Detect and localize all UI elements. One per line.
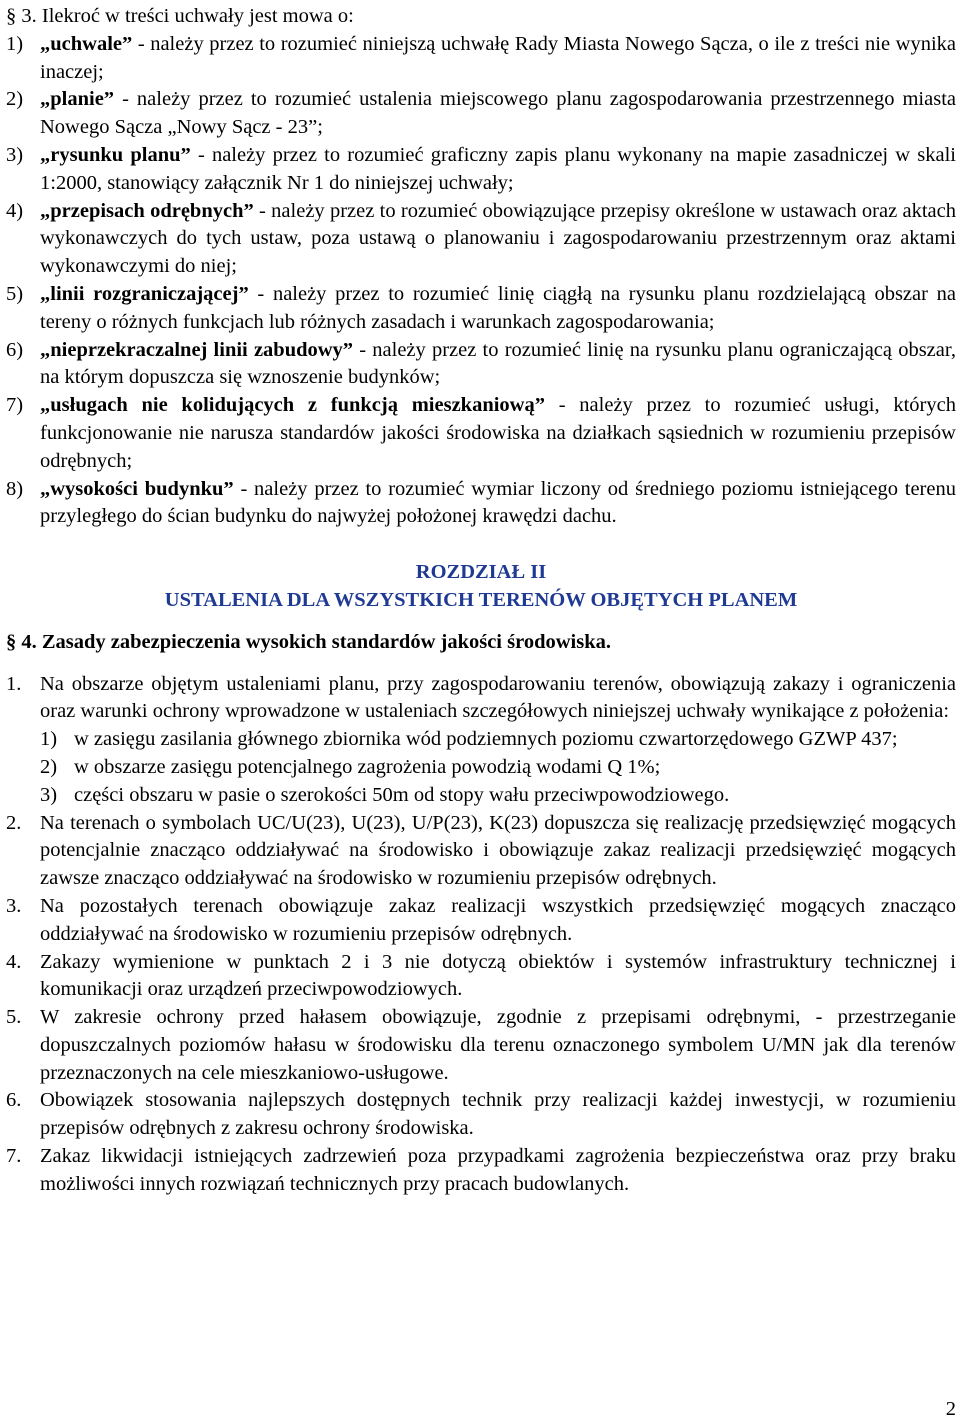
sub-point-text: w zasięgu zasilania głównego zbiornika wód podziemnych poziomu czwartorzędowego GZWP 437; bbox=[74, 728, 898, 751]
paragraph-4-points bbox=[6, 671, 956, 1199]
point-text: Zakaz likwidacji istniejących zadrzewień poza przypadkami zagrożenia bezpieczeństwa oraz przy braku możliwości innych rozwiązań technicznych przy pracach budowlanych. bbox=[40, 1145, 956, 1195]
definition-text: - należy przez to rozumieć usługi, których funkcjonowanie nie narusza standardów jakości środowiska na działkach sąsiednich w rozumieniu przepisów odrębnych; bbox=[40, 394, 956, 472]
item-number: 2) bbox=[6, 88, 24, 111]
sub-point-number: 1) bbox=[40, 728, 58, 751]
definition-item bbox=[6, 142, 956, 198]
point-number: 4. bbox=[6, 950, 22, 973]
point-number: 5. bbox=[6, 1006, 22, 1029]
definition-text: - należy przez to rozumieć niniejszą uchwałę Rady Miasta Nowego Sącza, o ile z treści nie wynika inaczej; bbox=[40, 32, 956, 83]
item-number: 1) bbox=[6, 32, 24, 55]
definition-item bbox=[6, 337, 956, 393]
page-number: 2 bbox=[945, 1398, 956, 1420]
definition-item bbox=[6, 281, 956, 337]
point-text: Na pozostałych terenach obowiązuje zakaz realizacji wszystkich przedsięwzięć mogących znacząco oddziaływać na środowisko w rozumieniu przepisów odrębnych. bbox=[40, 894, 956, 945]
point-item bbox=[6, 1143, 956, 1199]
defined-term: „rysunku planu” bbox=[40, 143, 191, 166]
item-number: 5) bbox=[6, 282, 24, 305]
defined-term: „uchwale” bbox=[40, 32, 133, 55]
definition-item bbox=[6, 198, 956, 281]
point-number: 1. bbox=[6, 672, 22, 695]
definition-text: - należy przez to rozumieć wymiar liczony od średniego poziomu istniejącego terenu przyległego do ścian budynku do najwyżej położonej krawędzi dachu. bbox=[40, 477, 956, 528]
sub-point bbox=[40, 782, 956, 810]
paragraph-3-heading: § 3. Ilekroć w treści uchwały jest mowa o: bbox=[6, 5, 354, 27]
defined-term: „planie” bbox=[40, 88, 115, 111]
defined-term: „przepisach odrębnych” bbox=[40, 199, 254, 222]
item-number: 3) bbox=[6, 143, 24, 166]
item-number: 7) bbox=[6, 394, 24, 417]
point-number: 7. bbox=[6, 1145, 22, 1168]
paragraph-4-heading: § 4. Zasady zabezpieczenia wysokich standardów jakości środowiska. bbox=[6, 630, 611, 653]
definition-text: - należy przez to rozumieć linię na rysunku planu ograniczającą obszar, na którym dopuszcza się wznoszenie budynków; bbox=[40, 338, 956, 389]
definition-text: - należy przez to rozumieć obowiązujące przepisy określone w ustawach oraz aktach wykonawczych do tych ustaw, poza ustawą o planowaniu i zagospodarowaniu przestrzennym oraz aktami wykonawczymi do niej; bbox=[40, 199, 956, 278]
definition-text: - należy przez to rozumieć ustalenia miejscowego planu zagospodarowania przestrzennego miasta Nowego Sącza „Nowy Sącz - 23”; bbox=[40, 88, 956, 139]
definitions-list bbox=[6, 31, 956, 531]
point-item bbox=[6, 1087, 956, 1143]
definition-item bbox=[6, 392, 956, 475]
point-item bbox=[6, 1004, 956, 1087]
chapter-title: ROZDZIAŁ II bbox=[415, 561, 547, 584]
defined-term: „linii rozgraniczającej” bbox=[40, 282, 249, 305]
point-item bbox=[6, 671, 956, 810]
chapter-subtitle: USTALENIA DLA WSZYSTKICH TERENÓW OBJĘTYCH PLANEM bbox=[164, 588, 798, 611]
defined-term: „nieprzekraczalnej linii zabudowy” bbox=[40, 338, 354, 361]
point-number: 6. bbox=[6, 1089, 22, 1112]
definition-text: - należy przez to rozumieć linię ciągłą na rysunku planu rozdzielającą obszar na tereny o różnych funkcjach lub różnych zasadach i warunkach zagospodarowania; bbox=[40, 282, 956, 333]
item-number: 8) bbox=[6, 477, 24, 500]
point-text: Zakazy wymienione w punktach 2 i 3 nie dotyczą obiektów i systemów infrastruktury technicznej i komunikacji oraz urządzeń przeciwpowodziowych. bbox=[40, 950, 956, 1001]
point-number: 2. bbox=[6, 811, 22, 834]
point-item bbox=[6, 810, 956, 893]
definition-item bbox=[6, 86, 956, 142]
defined-term: „wysokości budynku” bbox=[40, 477, 234, 500]
sub-point-text: części obszaru w pasie o szerokości 50m od stopy wału przeciwpowodziowego. bbox=[74, 783, 730, 806]
sub-point-text: w obszarze zasięgu potencjalnego zagrożenia powodzią wodami Q 1%; bbox=[74, 755, 661, 778]
point-item bbox=[6, 949, 956, 1005]
sub-point bbox=[40, 754, 956, 782]
defined-term: „usługach nie kolidujących z funkcją mieszkaniową” bbox=[40, 394, 545, 417]
sub-point-number: 3) bbox=[40, 783, 58, 806]
sub-point-number: 2) bbox=[40, 755, 58, 778]
definition-item bbox=[6, 476, 956, 532]
point-text: Na terenach o symbolach UC/U(23), U(23), U/P(23), K(23) dopuszcza się realizację przedsięwzięć mogących potencjalnie znacząco oddziaływać na środowisko i obowiązuje zakaz realizacji przedsięwzięć mogących zawsze znacząco oddziaływać na środowisko w rozumieniu przepisów odrębnych. bbox=[40, 811, 956, 890]
point-text: Na obszarze objętym ustaleniami planu, przy zagospodarowaniu terenów, obowiązują zakazy i ograniczenia oraz warunki ochrony wprowadzone w ustaleniach szczegółowych niniejszej uchwały wynikające z położenia: bbox=[40, 672, 956, 723]
point-item bbox=[6, 893, 956, 949]
definition-text: - należy przez to rozumieć graficzny zapis planu wykonany na mapie zasadniczej w skali 1:2000, stanowiący załącznik Nr 1 do niniejszej uchwały; bbox=[40, 143, 956, 194]
point-text: Obowiązek stosowania najlepszych dostępnych technik przy realizacji każdej inwestycji, w rozumieniu przepisów odrębnych z zakresu ochrony środowiska. bbox=[40, 1089, 956, 1140]
definition-item bbox=[6, 31, 956, 87]
item-number: 4) bbox=[6, 199, 24, 222]
document-page bbox=[6, 3, 956, 1199]
point-number: 3. bbox=[6, 894, 22, 917]
item-number: 6) bbox=[6, 338, 24, 361]
point-text: W zakresie ochrony przed hałasem obowiązuje, zgodnie z przepisami odrębnymi, - przestrzeganie dopuszczalnych poziomów hałasu w środowisku dla terenu oznaczonego symbolem U/MN jak dla terenów przeznaczonych na cele mieszkaniowo-usługowe. bbox=[40, 1006, 956, 1084]
sub-point bbox=[40, 726, 956, 754]
